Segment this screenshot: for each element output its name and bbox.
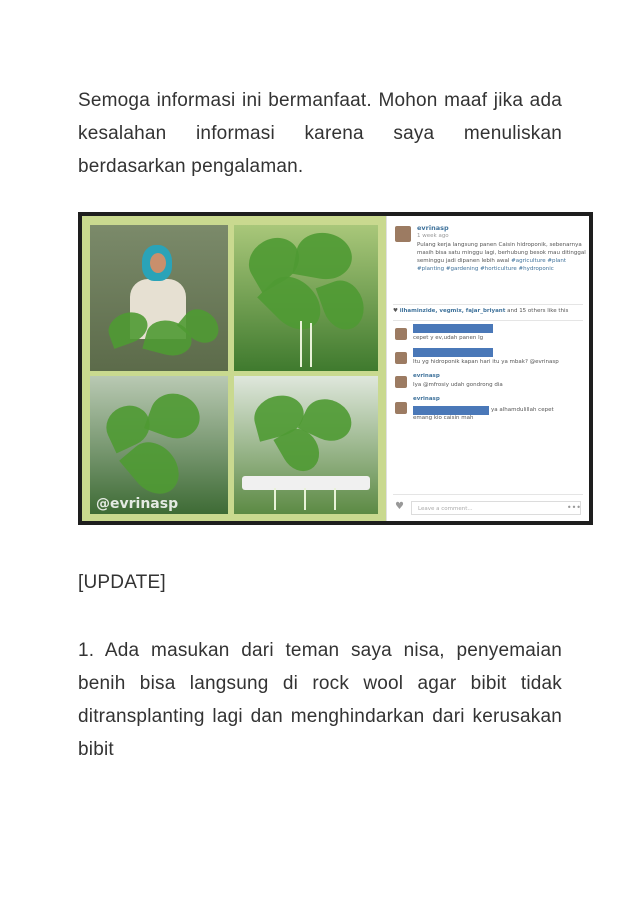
likes-suffix: and 15 others like this: [505, 308, 569, 314]
comment-text: ya alhamdulillah cepet emang kio caisin mah: [413, 407, 554, 421]
avatar: [395, 328, 407, 340]
avatar: [395, 376, 407, 388]
avatar: [395, 226, 411, 242]
post-time: 1 week ago: [417, 233, 449, 239]
comment-username[interactable]: evrinasp: [413, 373, 440, 379]
redacted-username: [413, 324, 493, 333]
avatar: [395, 402, 407, 414]
photo-hydroponic-tray: [234, 376, 378, 514]
instagram-comment-panel: [386, 216, 589, 521]
comment-text: Iya @mfrosiy udah gondrong dia: [413, 382, 503, 388]
comment-username[interactable]: evrinasp: [413, 396, 440, 402]
watermark: @evrinasp: [96, 496, 179, 512]
paragraph-update-1: 1. Ada masukan dari teman saya nisa, penyemaian benih bisa langsung di rock wool agar bibit tidak ditransplanting lagi dan menghindarkan dari kerusakan bibit: [78, 640, 562, 760]
post-username[interactable]: evrinasp: [417, 224, 449, 232]
update-heading: [UPDATE]: [78, 572, 166, 593]
paragraph-intro: Semoga informasi ini bermanfaat. Mohon maaf jika ada kesalahan informasi karena saya menuliskan berdasarkan pengalaman.: [78, 90, 562, 177]
comment-text: Itu yg hidroponik kapan hari itu ya mbak? @evrinasp: [413, 359, 559, 365]
more-icon[interactable]: •••: [566, 503, 581, 512]
photo-collage: [82, 216, 386, 521]
post-hashtags[interactable]: #agriculture #plant #planting #gardening #horticulture #hydroponic: [417, 258, 567, 272]
heart-small-icon: ♥: [393, 308, 398, 314]
comment-text: cepet y ev,udah panen lg: [413, 335, 484, 341]
instagram-screenshot: [78, 212, 593, 525]
photo-caisin-plants: [90, 376, 228, 514]
photo-person-holding-caisin: [90, 225, 228, 371]
redacted-username: [413, 348, 493, 357]
photo-caisin-roots: [234, 225, 378, 371]
avatar: [395, 352, 407, 364]
likes-names[interactable]: ilhaminzide, vegmix, fajar_briyant: [399, 308, 506, 314]
comment-input[interactable]: Leave a comment...: [411, 501, 581, 515]
heart-icon[interactable]: ♥: [395, 501, 404, 512]
likes-row: [393, 308, 589, 314]
post-caption: Pulang kerja langsung panen Caisin hidroponik, sebenarnya masih bisa satu minggu lagi, berhubung besok mau ditinggal seminggu jadi dipanen lebih awal #agriculture #plant #planting #gardening #horticulture #hydroponic: [417, 242, 586, 272]
